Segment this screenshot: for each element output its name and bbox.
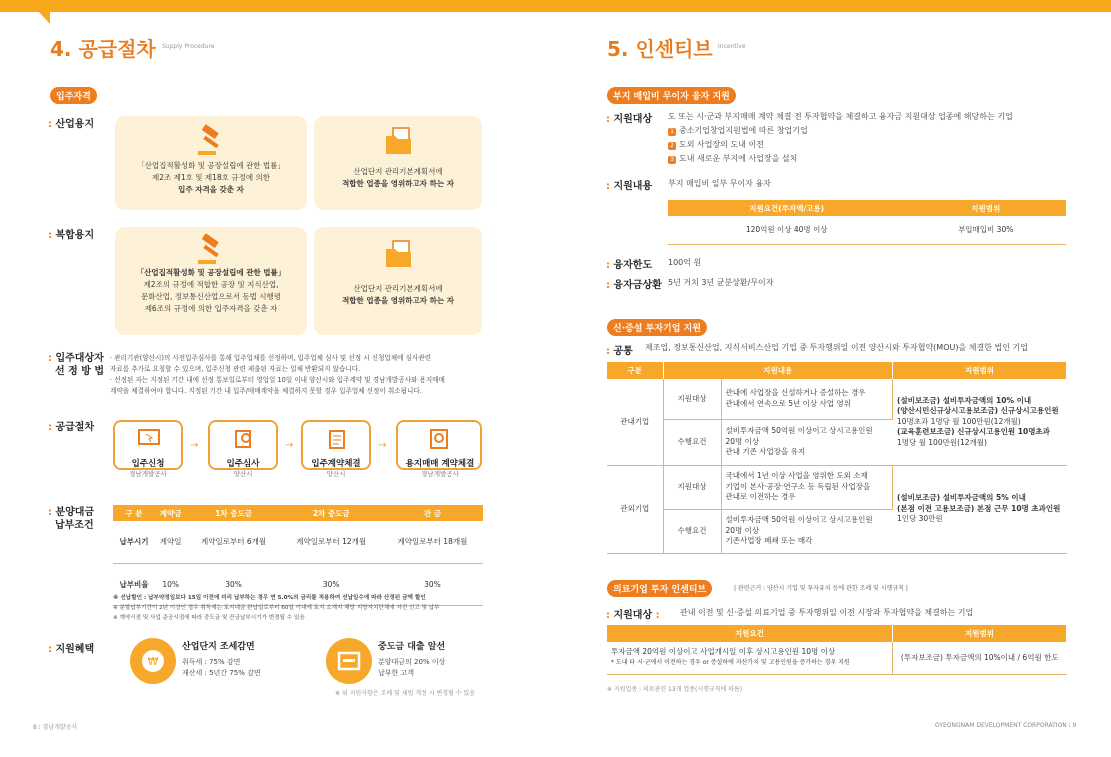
step-2-label: 입주심사 양산시: [226, 459, 260, 478]
payment-header-row: [113, 505, 483, 521]
step-4-label: 용지매매 계약체결 경남개발공사: [405, 459, 475, 478]
selection-text: [110, 353, 488, 397]
table-cell: 관내기업: [607, 379, 663, 465]
medical-table: [607, 625, 1067, 675]
selection-line-1: · 관리기관(양산시)의 사전입주심사를 통해 입주업체를 선정하며, 입주업체 심사 및 선정 시 신청업체에 심사관련: [110, 354, 432, 362]
table-cell: 30%: [281, 563, 382, 605]
table-cell: 투자금액 20억원 이상이고 사업개시일 이후 상시고용인원 10명 이상 * 도내 타 시·군에서 이전하는 경우 or 증설하에 자산가치 및 고용인원을 증가하는 경우 지원: [607, 642, 893, 674]
arrow-icon: →: [190, 440, 199, 451]
table-cell: 수행요건: [663, 419, 721, 465]
selection-line-2: 자료를 추가로 요청할 수 있으며, 입주신청 관련 제출된 자료는 일체 반환되지 않습니다.: [110, 365, 361, 373]
table-cell: 국내에서 1년 이상 사업을 영위한 도외 소재 기업이 본사·공장·연구소 등 독립된 사업장을 관내로 이전하는 경우: [721, 465, 893, 509]
payment-label: : 분양대금 납부조건: [48, 507, 95, 531]
table-cell: 30%: [382, 563, 483, 605]
procedure-label: : 공급절차: [48, 422, 95, 433]
table-cell: 수행요건: [663, 509, 721, 553]
table-row: [668, 216, 1066, 244]
table-cell: 설비투자금액 50억원 이상이고 상시고용인원 20명 이상 관내 기존 사업장을 유지: [721, 419, 893, 465]
benefit-note: ※ 위 지원사항은 조례 및 세법 개정 시 변경될 수 있음: [335, 690, 476, 697]
medical-note: ※ 지원업종 : 의료관련 13개 업종(시행규칙에 따름): [607, 686, 743, 693]
payment-table: [113, 505, 483, 606]
payment-header: 계약금: [155, 505, 186, 521]
clipboard-icon: [325, 428, 349, 450]
table-row: [607, 465, 1067, 509]
payment-header: 구 분: [113, 505, 155, 521]
medical-target-text: 관내 이전 및 신·증설 의료기업 중 투자행위일 이전 시장과 투자협약을 체결하는 기업: [680, 608, 974, 617]
limit-text: 100억 원: [668, 258, 702, 267]
magnifier-doc-icon: [232, 428, 256, 450]
qual-box-3: [115, 227, 307, 335]
right-page-number: GYEONGNAM DEVELOPMENT CORPORATION ⁝ 9: [935, 722, 1077, 729]
right-page-subtitle: Incentive: [718, 43, 746, 50]
medical-header-row: [607, 625, 1067, 642]
qual-box-3-line-1: 「산업집적활성화 및 공장설립에 관한 법률」: [136, 268, 286, 277]
table-cell: 관외기업: [607, 465, 663, 553]
content-text: 부지 매입비 일부 무이자 융자: [668, 179, 771, 188]
table-cell: (투자보조금) 투자금액의 10%이내 / 6억원 한도: [893, 642, 1067, 674]
investment-header: 지원범위: [893, 362, 1067, 379]
table-cell: 30%: [186, 563, 280, 605]
benefit-2-title: 중도금 대출 알선: [378, 642, 446, 652]
complex-label: : 복합용지: [48, 230, 95, 241]
investment-header-row: [607, 362, 1067, 379]
medical-basis-note: | 관련근거 : 양산시 기업 및 투자유치 등에 관한 조례 및 시행규칙 |: [734, 585, 908, 592]
qual-box-3-line-2: 제2조의 규정에 적합한 공장 및 지식산업,: [143, 280, 279, 289]
repay-label: : 융자금상환: [606, 280, 662, 291]
step-3-label: 입주계약체결 양산시: [311, 459, 361, 478]
qual-box-4: [314, 227, 482, 335]
loan-header-row: [668, 200, 1066, 216]
qual-box-3-line-3: 문화산업, 정보통신산업으로서 동법 시행령: [141, 292, 281, 301]
loan-table: [668, 200, 1066, 245]
payment-note-1: ※ 선납할인 : 납부약정일보다 15일 이전에 미리 납부하는 경우 연 5.0%의 금리를 적용하여 선납일수에 따라 산정된 금액 할인: [113, 595, 426, 601]
medical-header: 지원요건: [607, 625, 893, 642]
medical-header: 지원범위: [893, 625, 1067, 642]
gavel-icon: [194, 233, 228, 267]
qual-box-2: [314, 116, 482, 210]
investment-header: 구분: [607, 362, 663, 379]
payment-note-2: ※ 분할납부기간이 2년 이상인 경우 취득세는 토지대금 완납일로부터 60일 이내에 토지 소재지 해당 지방자치단체에 자진 신고 및 납부: [113, 605, 440, 611]
content-label: : 지원내용: [606, 181, 653, 192]
selection-line-4: 계약을 체결하여야 합니다. 지정된 기간 내 입주/매매계약을 체결하지 못할 경우 입주업체 선정이 취소됩니다.: [110, 387, 422, 395]
industrial-label: : 산업용지: [48, 119, 95, 130]
table-cell: 10%: [155, 563, 186, 605]
qual-box-2-line-1: 산업단지 관리기본계획서에: [353, 167, 443, 176]
target-label: : 지원대상: [606, 114, 653, 125]
table-cell: 계약일로부터 6개월: [186, 521, 280, 563]
repay-text: 5년 거치 3년 균분상환/무이자: [668, 278, 774, 287]
table-cell: 지원대상: [663, 379, 721, 419]
benefit-1-line-2: 재산세 : 5년간 75% 감면: [182, 669, 261, 677]
target-item-1: 1 중소기업창업지원법에 따른 창업기업: [668, 124, 1013, 138]
qual-box-1: [115, 116, 307, 210]
left-page-number: 8 ⁝ 경남개발공사: [33, 724, 78, 731]
medical-pill: 의료기업 투자 인센티브: [607, 580, 712, 597]
right-page-title: 5. 인센티브: [607, 37, 713, 61]
loan-header: 지원범위: [905, 200, 1066, 216]
monitor-icon: [137, 428, 161, 450]
qualification-pill: 입주자격: [50, 87, 97, 104]
table-cell: 납부시기: [113, 521, 155, 563]
arrow-icon: →: [285, 440, 294, 451]
qual-box-4-line-1: 산업단지 관리기본계획서에: [353, 284, 443, 293]
folder-icon: [381, 237, 415, 271]
search-doc-icon: [428, 428, 452, 450]
wallet-icon: [326, 638, 372, 684]
common-text: 제조업, 정보통신산업, 지식서비스산업 기업 중 투자행위일 이전 양산시와 투자협약(MOU)을 체결한 법인 기업: [645, 343, 1028, 352]
benefit-1-title: 산업단지 조세감면: [182, 642, 255, 652]
table-cell: 부입매입비 30%: [905, 216, 1066, 244]
table-row: [607, 379, 1067, 419]
selection-line-3: · 선정된 자는 지정된 기간 내에 선정 통보일로부터 영업일 10일 이내 양산시와 입주계약 및 경남개발공사와 용지매매: [110, 376, 445, 384]
investment-table: [607, 362, 1067, 554]
target-text: [668, 110, 1013, 166]
left-page-title: 4. 공급절차: [50, 37, 156, 61]
qual-box-4-line-2: 적합한 업종을 영위하고자 하는 자: [342, 296, 454, 305]
target-item-2: 2 도외 사업장의 도내 이전: [668, 138, 1013, 152]
benefit-2-line-1: 분양대금의 20% 이상: [378, 658, 446, 666]
table-cell: 관내에 사업장을 신설하거나 증설하는 경우 관내에서 연속으로 5년 이상 사업 영위: [721, 379, 893, 419]
table-cell: 설비투자금액 50억원 이상이고 상시고용인원 20명 이상 기존사업장 폐쇄 또는 매각: [721, 509, 893, 553]
qual-box-1-line-2: 제2조 제1호 및 제18호 규정에 의한: [152, 173, 270, 182]
table-row: [607, 642, 1067, 674]
qual-box-1-line-3: 입주 자격을 갖춘 자: [178, 185, 244, 194]
benefit-label: : 지원혜택: [48, 644, 95, 655]
selection-label: : 입주대상자 선 정 방 법: [48, 353, 105, 377]
payment-header: 1차 중도금: [186, 505, 280, 521]
table-row: [113, 521, 483, 563]
table-cell: (설비보조금) 설비투자금액의 10% 이내 (양산시민신규상시고용보조금) 신규상시고용인원 10명초과 1명당 월 100만원(12개월) (교육훈련보조금) 신규상시고용인원 10명초과 1명당 월 100만원(12개월): [893, 379, 1067, 465]
table-cell: 지원대상: [663, 465, 721, 509]
benefit-2: [378, 642, 445, 679]
medical-target-label: : 지원대상 :: [606, 610, 660, 621]
payment-header: 잔 금: [382, 505, 483, 521]
qual-box-3-line-4: 제6조의 규정에 의한 입주자격을 갖춘 자: [144, 304, 278, 313]
payment-notes: [113, 593, 488, 623]
new-investment-pill: 신·증설 투자기업 지원: [607, 319, 707, 336]
table-cell: 계약일로부터 18개월: [382, 521, 483, 563]
investment-header: 지원내용: [663, 362, 893, 379]
folder-icon: [381, 124, 415, 158]
qual-box-2-line-2: 적합한 업종을 영위하고자 하는 자: [342, 179, 454, 188]
table-cell: 계약일로부터 12개월: [281, 521, 382, 563]
target-text-line: 도 또는 시·군과 부지매매 계약 체결 전 투자협약을 체결하고 융자금 지원대상 업종에 해당하는 기업: [668, 112, 1013, 121]
payment-note-3: ※ 계약시점 및 사업 준공시점에 따라 중도금 및 잔금납부시기가 변경될 수 있음: [113, 615, 305, 621]
table-cell: 120억원 이상 40명 이상: [668, 216, 905, 244]
loan-header: 지원요건(투자액/고용): [668, 200, 905, 216]
land-loan-pill: 부지 매입비 무이자 융자 지원: [607, 87, 736, 104]
arrow-icon: →: [378, 440, 387, 451]
limit-label: : 융자한도: [606, 260, 653, 271]
top-bar: [0, 0, 1111, 12]
target-item-3: 3 도내 새로운 부지에 사업장을 설치: [668, 152, 1013, 166]
coin-icon: [130, 638, 176, 684]
table-cell: (설비보조금) 설비투자금액의 5% 이내 (본점 이전 고용보조금) 본점 근무 10명 초과인원 1인당 30만원: [893, 465, 1067, 553]
benefit-1: [182, 642, 261, 679]
payment-header: 2차 중도금: [281, 505, 382, 521]
svg-text:₩: ₩: [147, 655, 159, 668]
benefit-1-line-1: 취득세 : 75% 감면: [182, 658, 241, 666]
table-cell: 계약일: [155, 521, 186, 563]
qual-box-1-line-1: 「산업집적활성화 및 공장설립에 관한 법률」: [137, 161, 285, 170]
benefit-2-line-2: 납부한 고객: [378, 669, 415, 677]
common-label: : 공통: [606, 346, 633, 357]
table-cell: 납부비율: [113, 563, 155, 605]
left-page-subtitle: Supply Procedure: [162, 43, 215, 50]
step-1-label: 입주신청 경남개발공사: [129, 459, 167, 478]
gavel-icon: [194, 124, 228, 158]
